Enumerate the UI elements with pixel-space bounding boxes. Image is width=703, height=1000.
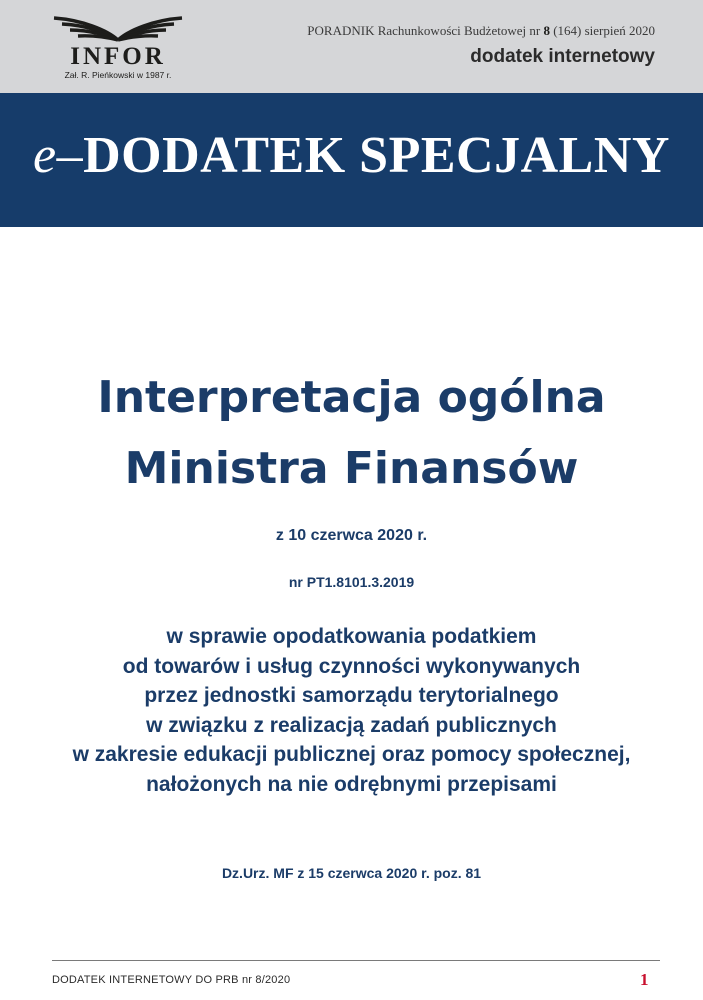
subject-line: od towarów i usług czynności wykonywanych bbox=[122, 654, 581, 678]
publication-name: PORADNIK Rachunkowości Budżetowej nr bbox=[307, 23, 541, 38]
publication-line bbox=[307, 24, 655, 37]
banner-title bbox=[0, 127, 703, 184]
infor-logo bbox=[52, 14, 184, 82]
issue-number: 8 bbox=[543, 23, 550, 38]
subject-line: w związku z realizacją zadań publicznych bbox=[146, 713, 557, 737]
document-subject bbox=[0, 622, 703, 800]
document-date: z 10 czerwca 2020 r. bbox=[275, 527, 428, 544]
page-number: 1 bbox=[640, 970, 649, 989]
logo-wordmark: INFOR bbox=[70, 43, 166, 70]
subject-line: w sprawie opodatkowania podatkiem bbox=[166, 625, 537, 648]
document-title-line-1: Interpretacja ogólna bbox=[97, 372, 606, 423]
banner-title-text: DODATEK SPECJALNY bbox=[83, 127, 670, 184]
issue-date: (164) sierpień 2020 bbox=[553, 23, 655, 38]
supplement-label: dodatek internetowy bbox=[470, 46, 655, 67]
footer-text: DODATEK INTERNETOWY DO PRB nr 8/2020 bbox=[52, 974, 291, 986]
page-header bbox=[0, 0, 703, 93]
document-number: nr PT1.8101.3.2019 bbox=[288, 574, 415, 590]
subject-line: w zakresie edukacji publicznej oraz pomocy społecznej, bbox=[72, 743, 631, 767]
footer-divider bbox=[52, 960, 660, 961]
subject-line: nałożonych na nie odrębnymi przepisami bbox=[146, 772, 557, 796]
document-title-line-2: Ministra Finansów bbox=[124, 443, 579, 494]
publication-source: Dz.Urz. MF z 15 czerwca 2020 r. poz. 81 bbox=[221, 865, 482, 881]
logo-subtitle: Zał. R. Pieńkowski w 1987 r. bbox=[64, 70, 172, 80]
banner-prefix: e– bbox=[33, 127, 84, 184]
open-book-wings-icon bbox=[52, 14, 184, 44]
subject-line: przez jednostki samorządu terytorialnego bbox=[144, 684, 559, 708]
